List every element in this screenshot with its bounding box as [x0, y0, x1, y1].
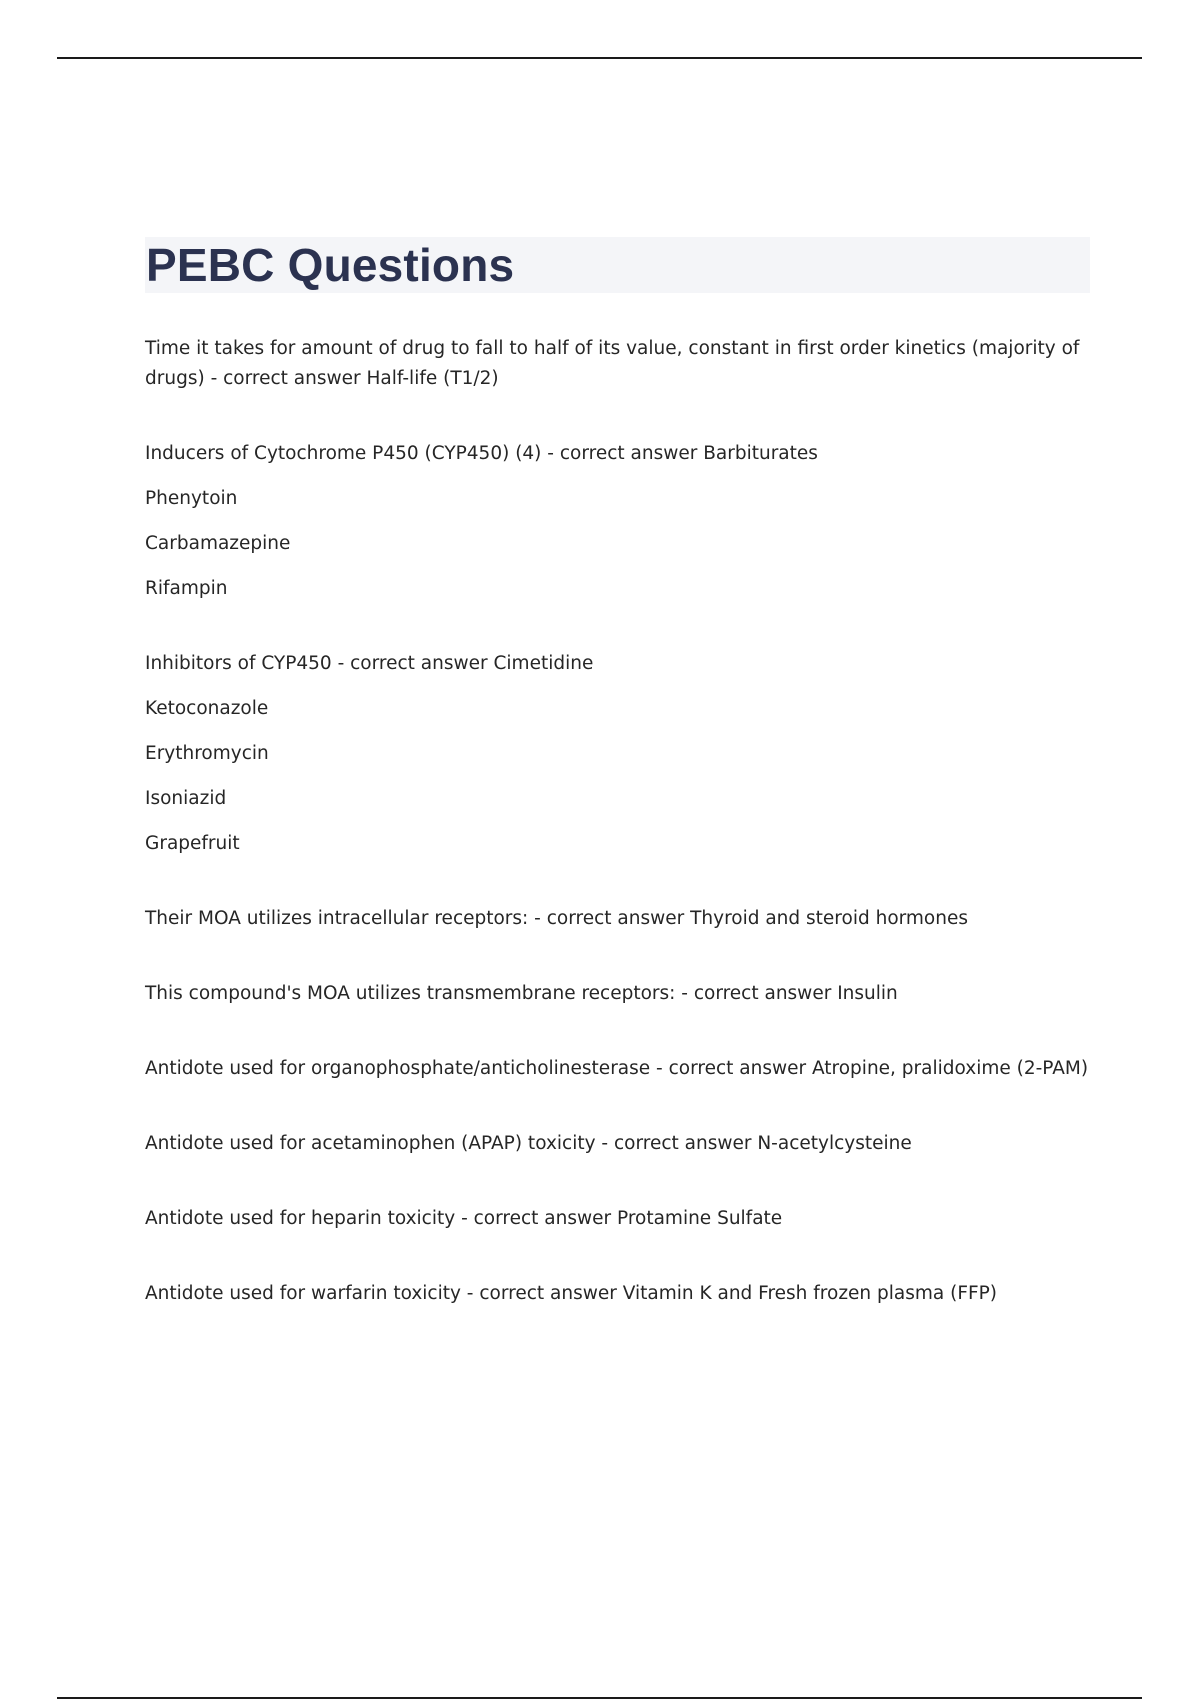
- qa-item: [145, 649, 1090, 859]
- qa-text: [145, 1204, 1090, 1234]
- qa-text: [145, 904, 1090, 934]
- answer-continuation: Phenytoin: [145, 488, 238, 509]
- answer-text: Insulin: [837, 983, 898, 1004]
- qa-list: [145, 334, 1090, 1354]
- answer-separator: - correct answer: [455, 1208, 617, 1229]
- question-text: Inducers of Cytochrome P450 (CYP450) (4): [145, 443, 542, 464]
- question-text: Antidote used for heparin toxicity: [145, 1208, 456, 1229]
- answer-text: Vitamin K and Fresh frozen plasma (FFP): [622, 1283, 997, 1304]
- question-text: Time it takes for amount of drug to fall to half of its value, constant in first order kinetics (majority of drugs): [145, 338, 1080, 389]
- question-text: Antidote used for organophosphate/anticholinesterase: [145, 1058, 651, 1079]
- question-text: Antidote used for warfarin toxicity: [145, 1283, 461, 1304]
- qa-text: [145, 334, 1090, 394]
- header-rule: [57, 57, 1142, 59]
- question-text: Antidote used for acetaminophen (APAP) toxicity: [145, 1133, 596, 1154]
- title-banner: [145, 237, 1090, 293]
- answer-separator: - correct answer: [541, 443, 704, 464]
- answer-text: Cimetidine: [493, 653, 594, 674]
- qa-text: [145, 1279, 1090, 1309]
- qa-text: [145, 1054, 1090, 1084]
- answer-separator: - correct answer: [460, 1283, 623, 1304]
- qa-text: [145, 1129, 1090, 1159]
- qa-text: [145, 979, 1090, 1009]
- qa-item: [145, 979, 1090, 1009]
- answer-separator: - correct answer: [331, 653, 494, 674]
- answer-separator: - correct answer: [204, 368, 367, 389]
- answer-text: Protamine Sulfate: [616, 1208, 783, 1229]
- answer-continuation: Isoniazid: [145, 788, 227, 809]
- answer-separator: - correct answer: [650, 1058, 812, 1079]
- answer-text: Thyroid and steroid hormones: [690, 908, 969, 929]
- answer-text: Atropine, pralidoxime (2-PAM): [811, 1058, 1089, 1079]
- qa-item: [145, 904, 1090, 934]
- answer-continuation: Carbamazepine: [145, 533, 291, 554]
- answer-continuation: Erythromycin: [145, 743, 269, 764]
- answer-separator: - correct answer: [595, 1133, 758, 1154]
- footer-rule: [57, 1697, 1142, 1699]
- question-text: Their MOA utilizes intracellular receptors:: [145, 908, 529, 929]
- qa-item: [145, 1279, 1090, 1309]
- answer-separator: - correct answer: [528, 908, 691, 929]
- page-title: PEBC Questions: [146, 239, 515, 291]
- qa-item: [145, 1054, 1090, 1084]
- qa-item: [145, 439, 1090, 604]
- answer-text: Barbiturates: [703, 443, 818, 464]
- question-text: This compound's MOA utilizes transmembrane receptors:: [145, 983, 676, 1004]
- qa-item: [145, 334, 1090, 394]
- answer-continuation: Rifampin: [145, 578, 228, 599]
- answer-continuation: Grapefruit: [145, 833, 240, 854]
- qa-text: [145, 649, 1090, 679]
- qa-text: [145, 439, 1090, 469]
- answer-separator: - correct answer: [675, 983, 838, 1004]
- answer-continuation: Ketoconazole: [145, 698, 269, 719]
- qa-item: [145, 1204, 1090, 1234]
- answer-text: Half-life (T1/2): [366, 368, 499, 389]
- answer-text: N-acetylcysteine: [757, 1133, 912, 1154]
- question-text: Inhibitors of CYP450: [145, 653, 332, 674]
- qa-item: [145, 1129, 1090, 1159]
